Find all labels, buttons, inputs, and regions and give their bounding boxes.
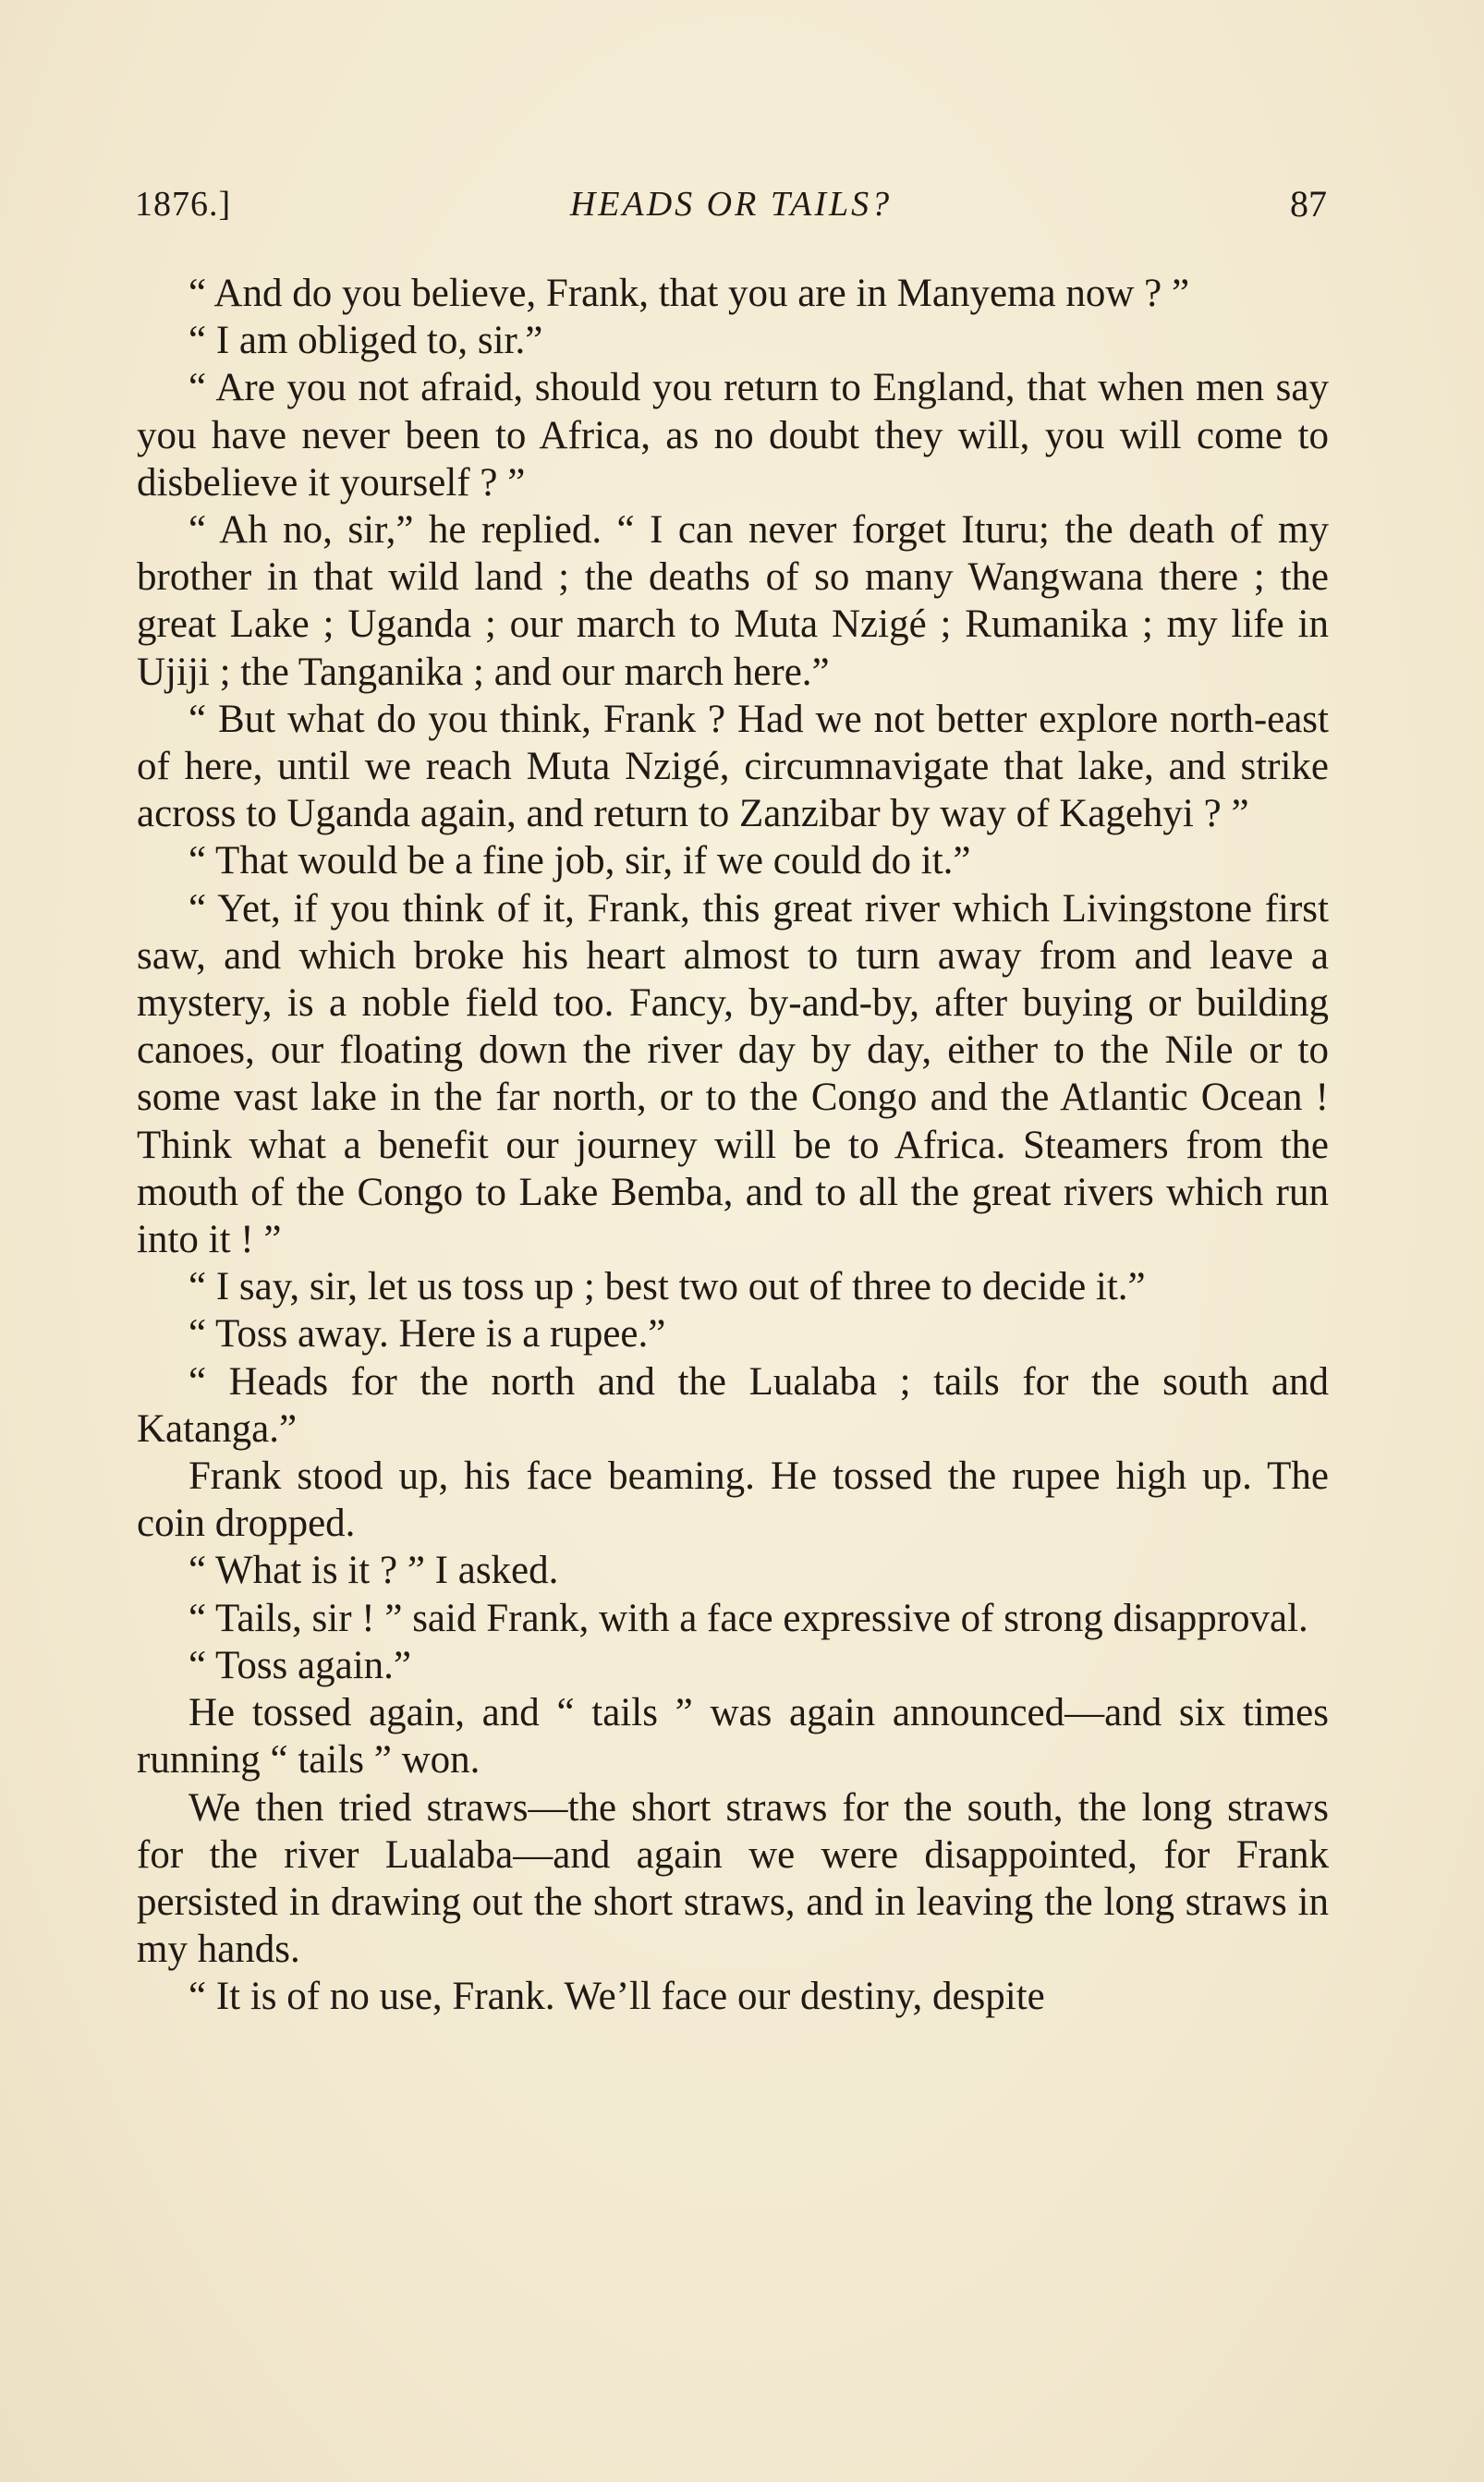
- paragraph: Frank stood up, his face beaming. He tossed the rupee high up. The coin dropped.: [137, 1454, 1329, 1546]
- paragraph: “ And do you believe, Frank, that you are in Manyema now ? ”: [189, 272, 1190, 315]
- paragraph: “ Toss away. Here is a rupee.”: [189, 1312, 666, 1357]
- paragraph: “ What is it ? ” I asked.: [189, 1549, 559, 1593]
- paragraph: “ Toss again.”: [189, 1643, 411, 1687]
- paragraph: “ Ah no, sir,” he replied. “ I can never forget Ituru; the death of my brother in that wild land ; the deaths of so many Wangwana there ; the great Lake ; Uganda ; our march to Muta Nzigé ; Rumanika ; my life in Ujiji ; the Tanganika ; and our march here.”: [137, 508, 1329, 694]
- paragraph: “ I am obliged to, sir.”: [189, 319, 543, 363]
- paragraph: “ Yet, if you think of it, Frank, this great river which Livingstone first saw, and which broke his heart almost to turn away from and leave a mystery, is a noble field too. Fancy, by-and-by, after buying or building canoes, our floating down the river day by day, either to the Nile or to some vast lake in the far north, or to the Congo and the Atlantic Ocean ! Think what a benefit our journey will be to Africa. Steamers from the mouth of the Congo to Lake Bemba, and to all the great rivers which run into it ! ”: [137, 886, 1329, 1262]
- paragraph: We then tried straws—the short straws for the south, the long straws for the river Lualaba—and again we were disappointed, for Frank persisted in drawing out the short straws, and in leaving the long straws in my hands.: [137, 1785, 1329, 1972]
- page-number: 87: [1290, 183, 1327, 225]
- paragraph: “ Heads for the north and the Lualaba ; tails for the south and Katanga.”: [137, 1359, 1329, 1451]
- header-year: 1876.]: [135, 185, 232, 224]
- paragraph: “ Are you not afraid, should you return to England, that when men say you have never been to Africa, as no doubt they will, you will come to disbelieve it yourself ? ”: [137, 366, 1329, 505]
- paragraph: “ That would be a fine job, sir, if we could do it.”: [189, 839, 971, 883]
- running-head: [135, 181, 1327, 227]
- paragraph: “ But what do you think, Frank ? Had we not better explore north-east of here, until we reach Muta Nzigé, circumnavigate that lake, and strike across to Uganda again, and return to Zanzibar by way of Kagehyi ? ”: [137, 697, 1329, 836]
- paragraph: “ Tails, sir ! ” said Frank, with a face expressive of strong disapproval.: [189, 1596, 1308, 1640]
- paragraph: He tossed again, and “ tails ” was again announced—and six times running “ tails ” won.: [137, 1691, 1329, 1782]
- paragraph: “ It is of no use, Frank. We’ll face our destiny, despite: [189, 1975, 1045, 2019]
- body-text: [137, 270, 1329, 2021]
- paragraph: “ I say, sir, let us toss up ; best two out of three to decide it.”: [189, 1265, 1146, 1309]
- header-title: HEADS OR TAILS?: [569, 185, 893, 224]
